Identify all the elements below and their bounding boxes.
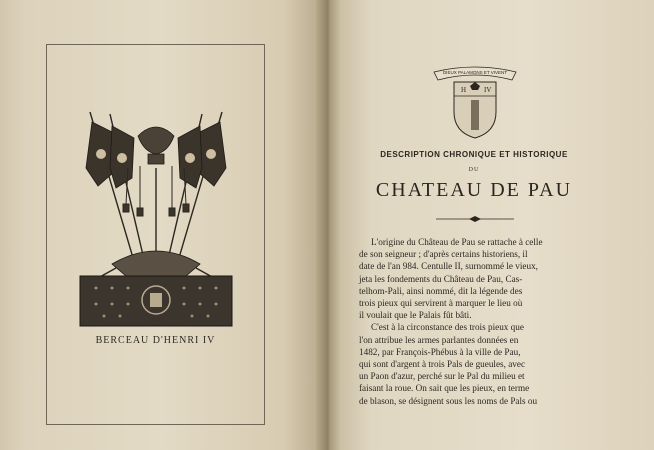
body-text bbox=[359, 236, 585, 407]
text-line: L'origine du Château de Pau se rattache à celle bbox=[371, 237, 543, 247]
coat-of-arms-emblem bbox=[432, 60, 518, 140]
text-line: 1482, par François-Phébus à la ville de Pau, bbox=[359, 346, 521, 357]
crest-left-letter: H bbox=[461, 86, 467, 94]
text-line: trois pieux qui servirent à marquer le lieu où bbox=[359, 298, 523, 309]
text-line: il voulait que le Palais fût bâti. bbox=[359, 310, 472, 321]
text-line: de son seigneur ; d'après certains historiens, il bbox=[359, 249, 528, 260]
heading-connector: DU bbox=[468, 167, 480, 173]
text-line: C'est à la circonstance des trois pieux que bbox=[371, 322, 524, 333]
ornamental-rule bbox=[436, 216, 514, 222]
page-heading: DESCRIPTION CHRONIQUE ET HISTORIQUE bbox=[380, 150, 568, 159]
crest-right-letter: IV bbox=[484, 86, 492, 94]
text-line: date de l'an 984. Centulle II, surnommé le vieux, bbox=[359, 261, 538, 272]
text-line: l'on attribue les armes parlantes données en bbox=[359, 334, 519, 345]
text-line: de blason, se désignent sous les noms de Pals ou bbox=[359, 395, 538, 406]
text-line: qui sont d'argent à trois Pals de gueules, avec bbox=[359, 359, 526, 370]
book-gutter bbox=[316, 0, 342, 450]
crest-banner-text: DIEUX PALAMONS ET VIVENT bbox=[442, 70, 508, 75]
text-line: un Paon d'azur, perché sur le Pal du milieu et bbox=[359, 371, 525, 382]
page-title: CHATEAU DE PAU bbox=[375, 179, 573, 201]
text-line: telhom-Pali, ainsi nommé, dit la légende des bbox=[359, 285, 523, 296]
text-line: jeta les fondements du Château de Pau, Cas- bbox=[359, 273, 523, 284]
illustration-caption: BERCEAU D'HENRI IV bbox=[95, 335, 216, 346]
cradle-illustration bbox=[76, 108, 236, 330]
text-line: faisant la roue. On sait que les pieux, en terme bbox=[359, 383, 530, 394]
